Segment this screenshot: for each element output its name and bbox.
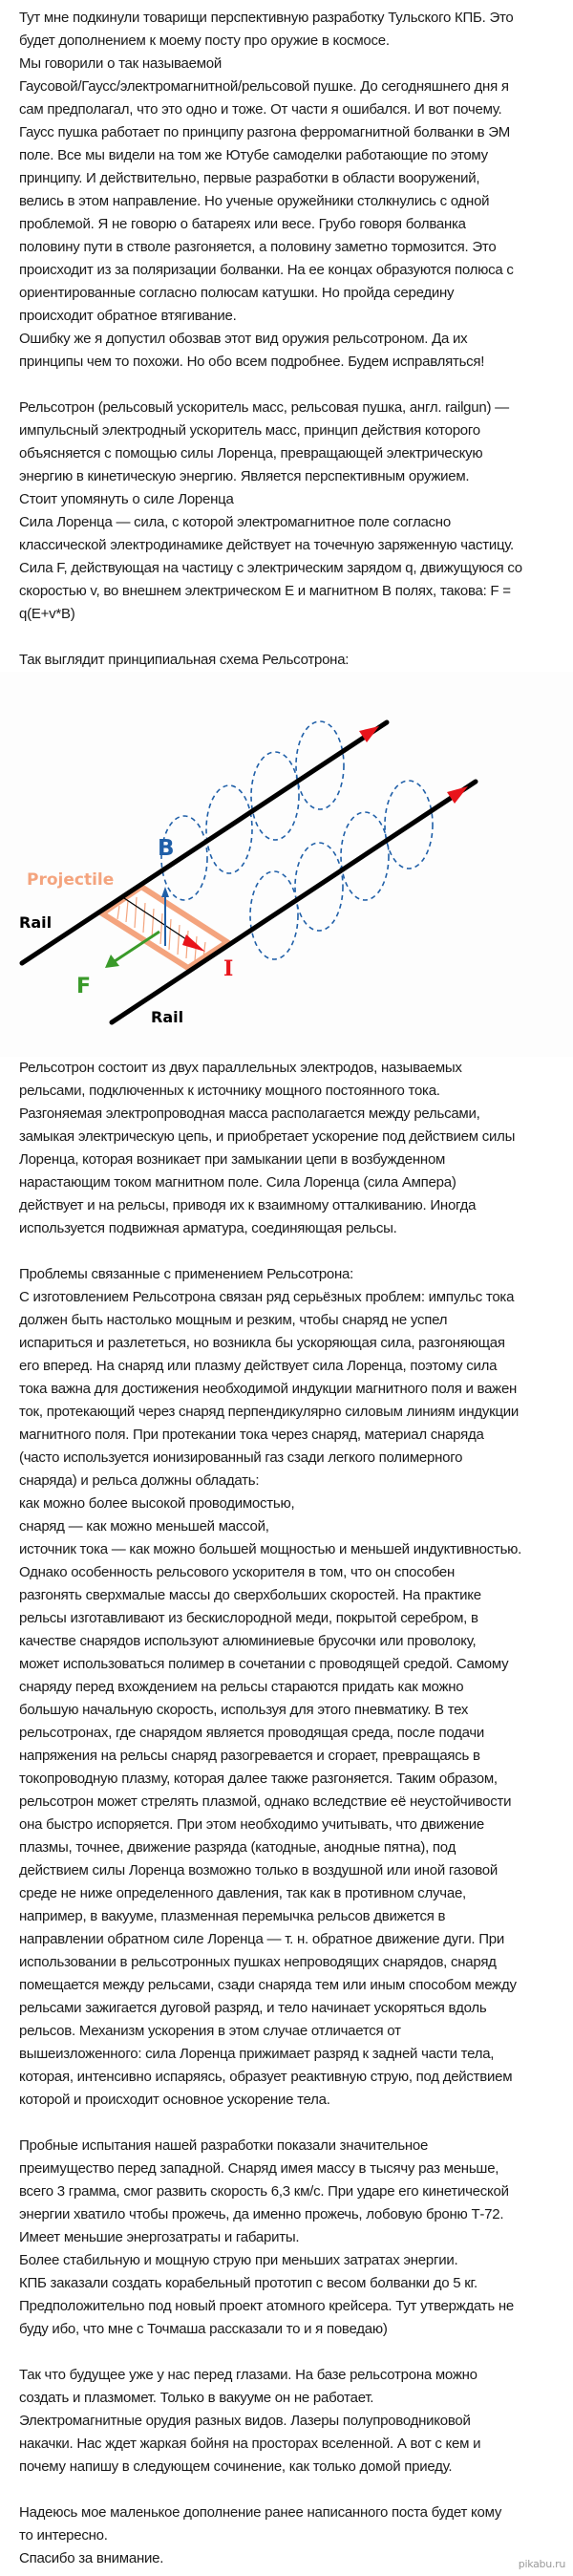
post-body [19,7,573,2570]
text-line: которая, интенсивно испаряясь, образует реактивную струю, под действием [19,2069,513,2085]
text-line: q(E+v*B) [19,606,75,622]
label-field-b: B [158,836,175,861]
paragraph-break [19,374,573,397]
text-line: нарастающим током магнитном поле. Сила Лоренца (сила Ампера) [19,1174,456,1191]
text-line: Предположительно под новый проект атомного крейсера. Тут утверждать не [19,2298,514,2314]
text-line: Гаусс пушка работает по принципу разгона ферромагнитной болванки в ЭМ [19,124,511,140]
text-line: помещается между рельсами, сзади снаряда тем или иным способом между [19,1977,517,1993]
text-line: объясняется с помощью силы Лоренца, превращающей электрическую [19,445,483,462]
text-line: преимущество перед западной. Снаряд имея массу в тысячу раз меньше, [19,2160,499,2177]
text-line: действует и на рельсы, приводя их к взаимному отталкиванию. Иногда [19,1197,477,1213]
text-line: ток, протекающий через снаряд перпендикулярно силовым линиям индукции [19,1404,520,1420]
paragraph-break [19,2341,573,2364]
text-line: проблемой. Я не говорю о батареях или весе. Грубо говоря болванка [19,216,466,232]
text-line: рельсы изготавливают из бескислородной меди, покрытой серебром, в [19,1610,478,1626]
text-line: использовании в рельсотронных пушках непроводящих снарядов, снаряд [19,1954,497,1970]
text-line: используется подвижная арматура, соединяющая рельсы. [19,1220,397,1236]
text-line: рельсотрон может стрелять плазмой, однако вследствие её неустойчивости [19,1793,512,1810]
text-line: его вперед. На снаряд или плазму действует сила Лоренца, поэтому сила [19,1358,498,1374]
text-line: направлении обратном силе Лоренца — т. н. обратное движение дуги. При [19,1931,504,1947]
label-projectile: Projectile [27,870,115,890]
text-line: Тут мне подкинули товарищи перспективную разработку Тульского КПБ. Это [19,10,514,26]
railgun-schematic [0,672,573,1057]
text-line: замыкая электрическую цепь, и приобретает ускорение под действием силы [19,1128,516,1145]
text-line: Стоит упомянуть о силе Лоренца [19,491,234,507]
text-line: Электромагнитные орудия разных видов. Лазеры полупроводниковой [19,2413,471,2429]
label-current-i: I [223,956,234,981]
text-line: она быстро испоряется. При этом необходимо учитывать, что движение [19,1816,484,1833]
text-line: вышеизложенного: сила Лоренца прижимает разряд к задней части тела, [19,2046,495,2062]
text-line: источник тока — как можно большей мощностью и меньшей индуктивностью. [19,1541,522,1557]
text-line: Так что будущее уже у нас перед глазами. На базе рельсотрона можно [19,2367,478,2383]
text-line: Однако особенность рельсового ускорителя в том, что он способен [19,1564,456,1580]
text-line: Сила F, действующая на частицу с электрическим зарядом q, движущуюся со [19,560,522,576]
text-line: происходит обратное втягивание. [19,308,237,324]
text-line: Гаусовой/Гаусс/электромагнитной/рельсовой пушке. До сегодняшнего дня я [19,78,509,95]
text-line: снаряду перед вхождением на рельсы стараются придать как можно [19,1679,464,1695]
text-line: рельсотронах, где снарядом является проводящая среда, после подачи [19,1725,485,1741]
text-line: среде не ниже определенного давления, так как в противном случае, [19,1885,466,1901]
text-line: Мы говорили о так называемой [19,55,223,72]
text-line: как можно более высокой проводимостью, [19,1495,295,1512]
text-line: испариться и разлететься, но возникла бы ускоряющая сила, разгоняющая [19,1335,505,1351]
paragraph-break [19,2479,573,2501]
paragraph-break [19,626,573,649]
text-line: то интересно. [19,2527,108,2544]
text-line: принципу. И действительно, первые разработки в области вооружений, [19,170,480,186]
text-line: Проблемы связанные с применением Рельсотрона: [19,1266,354,1282]
paragraph-break [19,2112,573,2135]
text-line: ориентированные согласно полюсам катушки. Но пройда середину [19,285,455,301]
text-line: Разгоняемая электропроводная масса располагается между рельсами, [19,1106,480,1122]
text-line: всего 3 грамма, смог развить скорость 6,3 км/с. При ударе его кинетической [19,2183,509,2200]
text-line: половину пути в стволе разгоняется, а половину заметно тормозится. Это [19,239,497,255]
text-line: магнитного поля. При протекании тока через снаряд, материал снаряда [19,1427,484,1443]
text-line: происходит из за поляризации болванки. На ее концах образуются полюса с [19,262,514,278]
text-line: рельсами, подключенных к источнику мощного постоянного тока. [19,1083,440,1099]
text-line: (часто используется ионизированный газ сзади легкого полимерного [19,1449,463,1466]
text-line: почему напишу в следующем сочинение, как только домой приеду. [19,2458,453,2475]
text-line: снаряд — как можно меньшей массой, [19,1518,269,1535]
watermark: pikabu.ru [518,2558,565,2570]
text-line: действием силы Лоренца возможно только в воздушной или иной газовой [19,1862,499,1878]
text-line: которой и происходит основное ускорение тела. [19,2092,330,2108]
label-rail-left: Rail [19,913,53,932]
text-line: энергию в кинетическую энергию. Является перспективным оружием. [19,468,470,484]
text-line: тока важна для достижения необходимой индукции магнитного поля и важен [19,1381,518,1397]
text-line: поле. Все мы видели на том же Ютубе самоделки работающие по этому [19,147,488,163]
text-line: накачки. Нас ждет жаркая бойня на просторах вселенной. А вот с кем и [19,2436,481,2452]
text-line: токопроводную плазму, которая далее также разгоняется. Таким образом, [19,1771,498,1787]
text-line: Рельсотрон состоит из двух параллельных электродов, называемых [19,1060,462,1076]
text-line: разгонять сверхмалые массы до сверхбольших скоростей. На практике [19,1587,481,1603]
text-line: Пробные испытания нашей разработки показали значительное [19,2137,429,2154]
text-line: скоростью v, во внешнем электрическом E и магнитном B полях, такова: F = [19,583,511,599]
text-line: Имеет меньшие энергозатраты и габариты. [19,2229,300,2245]
text-line: Ошибку же я допустил обозвав этот вид оружия рельсотроном. Да их [19,331,468,347]
text-line: например, в вакууме, плазменная перемычка рельсов движется в [19,1908,446,1924]
text-line: рельсами зажигается дуговой разряд, и тело начинает ускоряться вдоль [19,2000,487,2016]
text-line: КПБ заказали создать корабельный прототип с весом болванки до 5 кг. [19,2275,478,2291]
text-line: Спасибо за внимание. [19,2550,164,2566]
text-line: Лоренца, которая возникает при замыкании цепи в возбужденном [19,1151,446,1168]
text-line: Рельсотрон (рельсовый ускоритель масс, рельсовая пушка, англ. railgun) — [19,399,509,416]
text-line: энергии хватило чтобы прожечь, да именно прожечь, лобовую броню Т-72. [19,2206,504,2222]
text-line: снаряда) и рельса должны обладать: [19,1472,260,1489]
text-line: рельсов. Механизм ускорения в этом случае отличается от [19,2023,401,2039]
label-rail-bottom: Rail [151,1008,184,1026]
railgun-diagram [0,672,573,1057]
text-line: должен быть настолько мощным и резким, чтобы снаряд не успел [19,1312,448,1328]
text-line: создать и плазмомет. Только в вакууме он не работает. [19,2390,374,2406]
text-line: плазмы, точнее, движение разряда (катодные, анодные пятна), под [19,1839,456,1856]
text-line: будет дополнением к моему посту про оружие в космосе. [19,32,390,49]
paragraph-break [19,1240,573,1263]
text-line: С изготовлением Рельсотрона связан ряд серьёзных проблем: импульс тока [19,1289,515,1305]
text-line: Надеюсь мое маленькое дополнение ранее написанного поста будет кому [19,2504,502,2521]
text-line: напряжения на рельсы снаряд разогревается и сгорает, превращаясь в [19,1748,480,1764]
text-line: Более стабильную и мощную струю при меньших затратах энергии. [19,2252,458,2268]
label-force-f: F [76,975,92,998]
text-line: большую начальную скорость, используя для этого пневматику. В тех [19,1702,469,1718]
text-line: Так выглядит принципиальная схема Рельсотрона: [19,652,350,668]
text-line: сам предполагал, что это одно и тоже. От части я ошибался. И вот почему. [19,101,502,118]
text-line: буду ибо, что мне с Точмаша рассказали то и я поведаю) [19,2321,388,2337]
text-line: велись в этом направление. Но ученые оружейники столкнулись с одной [19,193,490,209]
text-line: импульсный электродный ускоритель масс, принцип действия которого [19,422,480,439]
text-line: качестве снарядов используют алюминиевые брусочки или проволоку, [19,1633,477,1649]
text-line: классической электродинамике действует на точечную заряженную частицу. [19,537,514,553]
text-line: может использоваться полимер в сочетании с проводящей средой. Самому [19,1656,509,1672]
text-line: принципы чем то похожи. Но обо всем подробнее. Будем исправляться! [19,354,485,370]
text-line: Сила Лоренца — сила, с которой электромагнитное поле согласно [19,514,451,530]
